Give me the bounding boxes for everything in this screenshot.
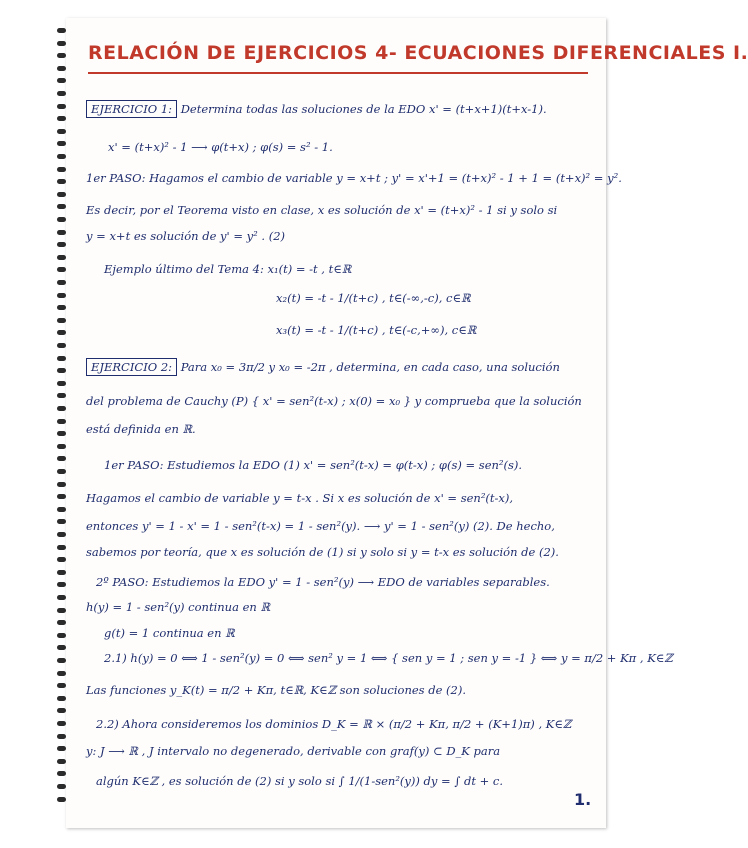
binding-hole <box>57 519 66 524</box>
binding-hole <box>57 393 66 398</box>
text-line: entonces y' = 1 - x' = 1 - sen²(t-x) = 1 - sen²(y). ⟶ y' = 1 - sen²(y) (2). De hecho, <box>86 519 555 533</box>
binding-hole <box>57 230 66 235</box>
binding-hole <box>57 192 66 197</box>
text-line: Ejemplo último del Tema 4: x₁(t) = -t , t∈ℝ <box>104 262 352 276</box>
text-line: del problema de Cauchy (P) { x' = sen²(t-x) ; x(0) = x₀ } y comprueba que la solución <box>86 394 582 408</box>
binding-hole <box>57 721 66 726</box>
binding-hole <box>57 381 66 386</box>
binding-hole <box>57 267 66 272</box>
text-line: 1er PASO: Hagamos el cambio de variable y = x+t ; y' = x'+1 = (t+x)² - 1 + 1 = (t+x)² = y². <box>86 171 622 185</box>
binding-hole <box>57 293 66 298</box>
text-line: y: J ⟶ ℝ , J intervalo no degenerado, derivable con graf(y) ⊂ D_K para <box>86 744 501 758</box>
exercise-1-heading <box>86 102 547 116</box>
text-line: Es decir, por el Teorema visto en clase, x es solución de x' = (t+x)² - 1 si y solo si <box>86 203 558 217</box>
binding-hole <box>57 771 66 776</box>
text-line: sabemos por teoría, que x es solución de (1) si y solo si y = t-x es solución de (2). <box>86 545 559 559</box>
exercise-2-heading <box>86 360 560 374</box>
binding-hole <box>57 129 66 134</box>
binding-hole <box>57 784 66 789</box>
binding-hole <box>57 545 66 550</box>
binding-hole <box>57 167 66 172</box>
text-line: 1er PASO: Estudiemos la EDO (1) x' = sen²(t-x) = φ(t-x) ; φ(s) = sen²(s). <box>104 458 523 472</box>
binding-hole <box>57 28 66 33</box>
binding-hole <box>57 179 66 184</box>
binding-hole <box>57 683 66 688</box>
binding-hole <box>57 242 66 247</box>
binding-hole <box>57 595 66 600</box>
binding-hole <box>57 78 66 83</box>
text-line: algún K∈ℤ , es solución de (2) si y solo si ∫ 1/(1-sen²(y)) dy = ∫ dt + c. <box>96 774 504 788</box>
text-line: 2.2) Ahora consideremos los dominios D_K = ℝ × (π/2 + Kπ, π/2 + (K+1)π) , K∈ℤ <box>96 717 572 731</box>
page-number: 1. <box>574 790 592 809</box>
binding-hole <box>57 532 66 537</box>
binding-hole <box>57 431 66 436</box>
binding-hole <box>57 91 66 96</box>
binding-hole <box>57 469 66 474</box>
binding-hole <box>57 406 66 411</box>
binding-hole <box>57 368 66 373</box>
binding-hole <box>57 305 66 310</box>
binding-hole <box>57 116 66 121</box>
binding-hole <box>57 343 66 348</box>
page-title: RELACIÓN DE EJERCICIOS 4- ECUACIONES DIFERENCIALES I. <box>88 42 748 64</box>
binding-hole <box>57 797 66 802</box>
binding-hole <box>57 318 66 323</box>
binding-hole <box>57 608 66 613</box>
binding-hole <box>57 482 66 487</box>
text-line: Hagamos el cambio de variable y = t-x . Si x es solución de x' = sen²(t-x), <box>86 491 514 505</box>
binding-hole <box>57 494 66 499</box>
text-line: está definida en ℝ. <box>86 422 196 436</box>
binding-hole <box>57 419 66 424</box>
exercise-1-statement: Determina todas las soluciones de la EDO x' = (t+x+1)(t+x-1). <box>180 102 547 116</box>
exercise-2-label: EJERCICIO 2: <box>86 358 177 376</box>
exercise-1-label: EJERCICIO 1: <box>86 100 177 118</box>
binding-hole <box>57 570 66 575</box>
binding-hole <box>57 708 66 713</box>
binding-hole <box>57 582 66 587</box>
binding-hole <box>57 356 66 361</box>
binding-hole <box>57 658 66 663</box>
binding-hole <box>57 104 66 109</box>
binding-hole <box>57 141 66 146</box>
text-line: x₃(t) = -t - 1/(t+c) , t∈(-c,+∞), c∈ℝ <box>276 323 477 337</box>
binding-hole <box>57 746 66 751</box>
exercise-2-statement: Para x₀ = 3π/2 y x₀ = -2π , determina, en cada caso, una solución <box>180 360 560 374</box>
text-line: y = x+t es solución de y' = y² . (2) <box>86 229 286 243</box>
text-line: g(t) = 1 continua en ℝ <box>104 626 235 640</box>
binding-hole <box>57 620 66 625</box>
binding-hole <box>57 53 66 58</box>
binding-hole <box>57 671 66 676</box>
binding-hole <box>57 456 66 461</box>
binding-hole <box>57 645 66 650</box>
text-line: 2º PASO: Estudiemos la EDO y' = 1 - sen²(y) ⟶ EDO de variables separables. <box>96 575 550 589</box>
binding-hole <box>57 507 66 512</box>
binding-hole <box>57 696 66 701</box>
text-line: x₂(t) = -t - 1/(t+c) , t∈(-∞,-c), c∈ℝ <box>276 291 471 305</box>
binding-hole <box>57 557 66 562</box>
binding-hole <box>57 66 66 71</box>
binding-hole <box>57 255 66 260</box>
binding-hole <box>57 41 66 46</box>
text-line: 2.1) h(y) = 0 ⟺ 1 - sen²(y) = 0 ⟺ sen² y = 1 ⟺ { sen y = 1 ; sen y = -1 } ⟺ y = π/2 + Kπ , K∈ℤ <box>104 651 673 665</box>
binding-hole <box>57 330 66 335</box>
binding-hole <box>57 633 66 638</box>
text-line: Las funciones y_K(t) = π/2 + Kπ, t∈ℝ, K∈ℤ son soluciones de (2). <box>86 683 466 697</box>
binding-hole <box>57 280 66 285</box>
text-line: x' = (t+x)² - 1 ⟶ φ(t+x) ; φ(s) = s² - 1. <box>108 140 333 154</box>
text-line: h(y) = 1 - sen²(y) continua en ℝ <box>86 600 271 614</box>
binding-hole <box>57 217 66 222</box>
binding-hole <box>57 759 66 764</box>
binding-hole <box>57 154 66 159</box>
binding-hole <box>57 444 66 449</box>
binding-hole <box>57 734 66 739</box>
binding-hole <box>57 204 66 209</box>
title-underline <box>88 72 588 74</box>
